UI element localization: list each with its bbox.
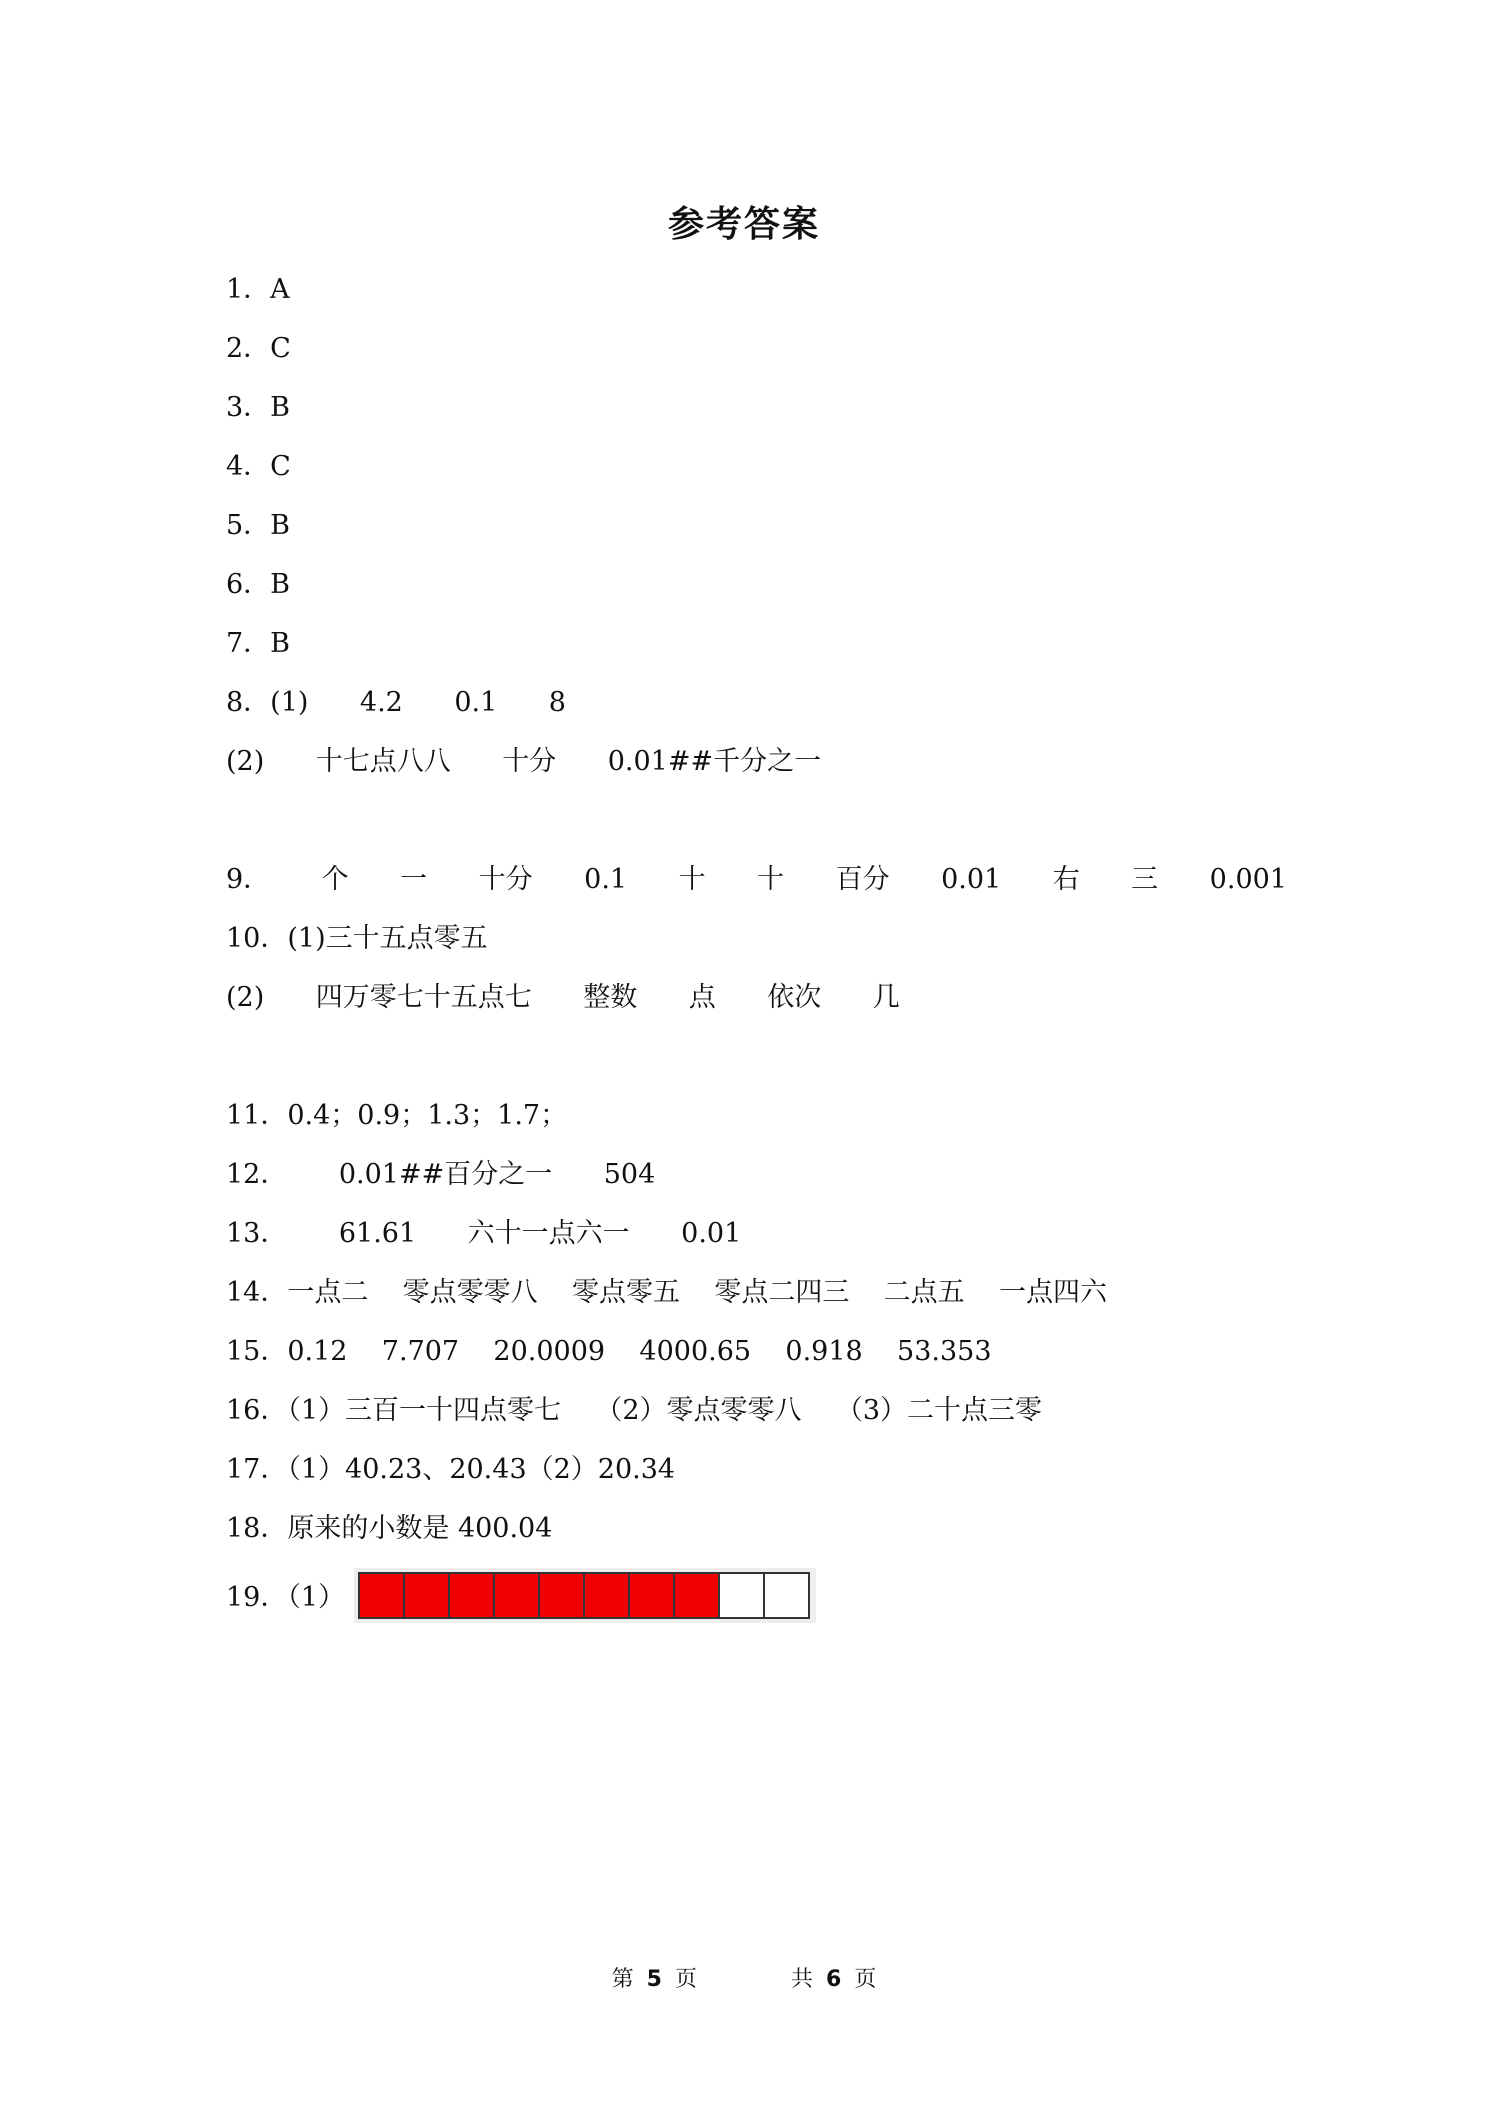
page-footer: [0, 1962, 1488, 1993]
grid-cell-filled: [538, 1572, 585, 1619]
answer-2: 2．C: [226, 333, 291, 364]
fraction-grid-figure: [354, 1568, 816, 1623]
grid-cell-filled: [358, 1572, 405, 1619]
answer-11: 11．0.4；0.9；1.3；1.7；: [226, 1100, 568, 1131]
answer-10-part-2: (2) 四万零七十五点七 整数 点 依次 几: [226, 982, 900, 1013]
grid-cell-empty: [763, 1572, 810, 1619]
grid-cell-filled: [448, 1572, 495, 1619]
answer-15: 15．0.12 7.707 20.0009 4000.65 0.918 53.353: [226, 1336, 992, 1367]
answer-10-part-1: 10．(1)三十五点零五: [226, 923, 488, 954]
answer-8-part-2: (2) 十七点八八 十分 0.01##千分之一: [226, 746, 822, 777]
answer-5: 5．B: [226, 510, 291, 541]
answer-19: 19．（1）: [226, 1582, 346, 1613]
answer-16: 16．（1）三百一十四点零七 （2）零点零零八 （3）二十点三零: [226, 1395, 1043, 1426]
page-prefix: 第: [611, 1967, 634, 1992]
answer-12: 12． 0.01##百分之一 504: [226, 1159, 656, 1190]
answer-1: 1．A: [226, 274, 290, 305]
page-number: 5: [646, 1967, 662, 1992]
total-number: 6: [826, 1967, 842, 1992]
answer-17: 17．（1）40.23、20.43（2）20.34: [226, 1454, 676, 1485]
page-title: 参考答案: [667, 204, 820, 245]
grid-cell-filled: [403, 1572, 450, 1619]
answer-6: 6．B: [226, 569, 291, 600]
total-prefix: 共: [791, 1967, 814, 1992]
grid-cell-filled: [493, 1572, 540, 1619]
grid-cell-filled: [628, 1572, 675, 1619]
answer-13: 13． 61.61 六十一点六一 0.01: [226, 1218, 742, 1249]
answer-7: 7．B: [226, 628, 291, 659]
grid-cell-filled: [673, 1572, 720, 1619]
answer-8-part-1: 8．(1) 4.2 0.1 8: [226, 687, 566, 718]
answer-3: 3．B: [226, 392, 291, 423]
answer-18: 18．原来的小数是 400.04: [226, 1513, 553, 1544]
answer-9: 9． 个 一 十分 0.1 十 十 百分 0.01 右 三 0.001: [226, 864, 1287, 895]
grid-cell-filled: [583, 1572, 630, 1619]
grid-cell-empty: [718, 1572, 765, 1619]
total-suffix: 页: [854, 1967, 877, 1992]
page-suffix: 页: [674, 1967, 697, 1992]
answer-14: 14．一点二 零点零零八 零点零五 零点二四三 二点五 一点四六: [226, 1277, 1108, 1308]
answer-4: 4．C: [226, 451, 291, 482]
